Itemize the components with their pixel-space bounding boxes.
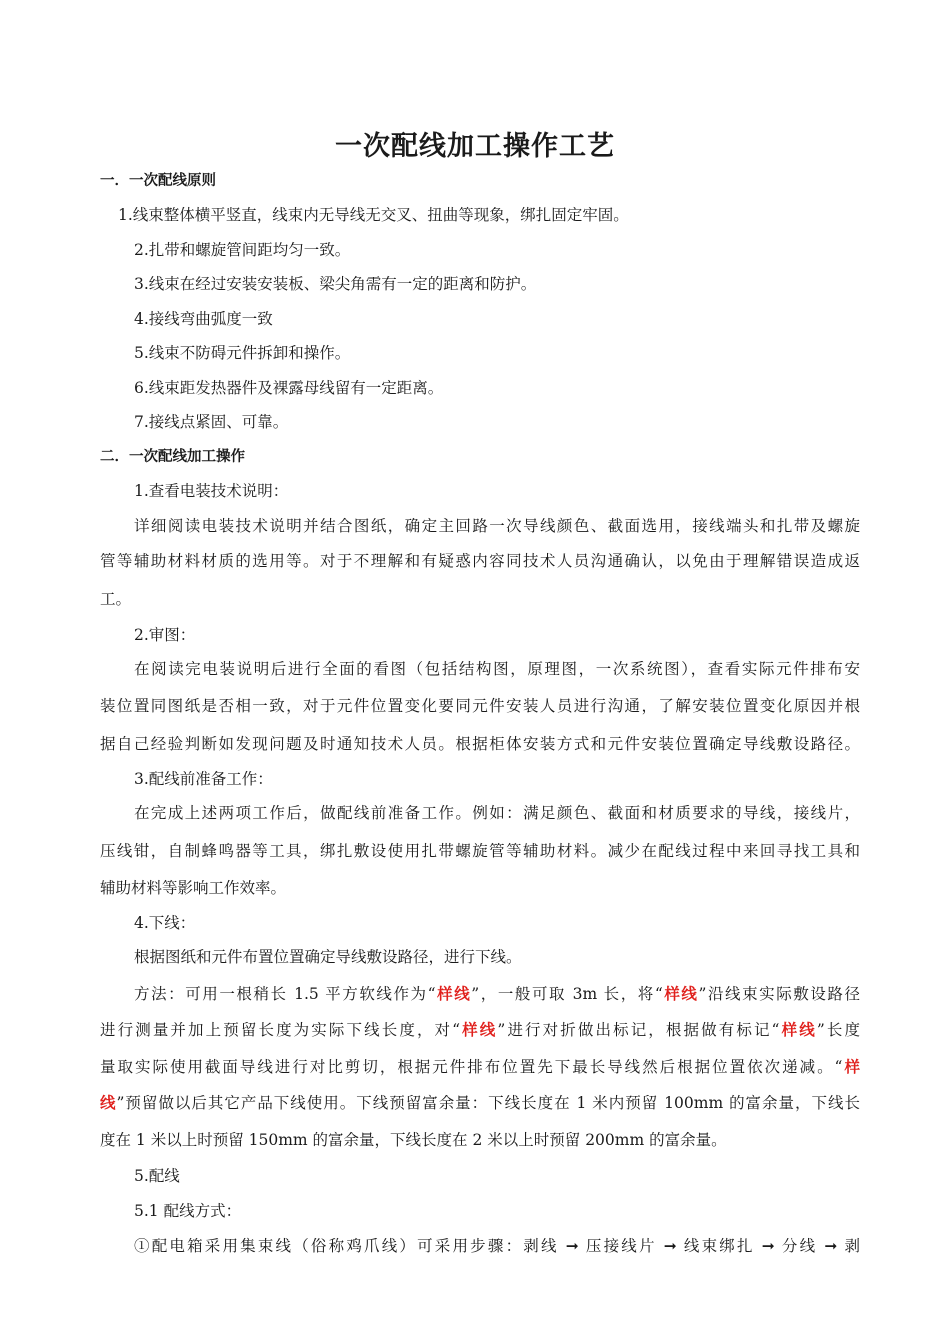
paragraph-line: 在阅读完电装说明后进行全面的看图（包括结构图，原理图，一次系统图），查看实际元件排布安 <box>134 660 860 678</box>
keyword-sample-wire: 样线 <box>779 1021 817 1039</box>
list-item: 5.线束不防碍元件拆卸和操作。 <box>134 344 351 362</box>
keyword-sample-wire: 样线 <box>435 985 472 1003</box>
text-span: 方法：可用一根稍长 1.5 平方软线作为“ <box>134 985 436 1003</box>
paragraph-line: 根据图纸和元件布置位置确定导线敷设路径，进行下线。 <box>134 948 522 966</box>
text-span: ”进行对折做出标记，根据做有标记“ <box>497 1021 780 1039</box>
paragraph-line: 据自己经验判断如发现问题及时通知技术人员。根据柜体安装方式和元件安装位置确定导线敷设路径。 <box>100 735 860 753</box>
section2-heading: 二．一次配线加工操作 <box>100 449 245 465</box>
text-span: 量取实际使用截面导线进行对比剪切，根据元件排布位置先下最长导线然后根据位置依次递减。“ <box>100 1058 843 1076</box>
list-item: 2.扎带和螺旋管间距均匀一致。 <box>134 241 351 259</box>
paragraph-line: 在完成上述两项工作后，做配线前准备工作。例如：满足颜色、截面和材质要求的导线，接线片， <box>134 804 860 822</box>
paragraph-line: 辅助材料等影响工作效率。 <box>100 879 287 897</box>
paragraph-line: 度在 1 米以上时预留 150mm 的富余量，下线长度在 2 米以上时预留 200mm 的富余量。 <box>100 1131 727 1149</box>
paragraph-line: 管等辅助材料材质的选用等。对于不理解和有疑惑内容同技术人员沟通确认，以免由于理解错误造成返 <box>100 552 860 570</box>
subsection-title: 1.查看电装技术说明： <box>134 482 289 500</box>
list-item: 4.接线弯曲弧度一致 <box>134 310 273 328</box>
text-span: 进行测量并加上预留长度为实际下线长度，对“ <box>100 1021 461 1039</box>
keyword-sample-wire: 样线 <box>460 1021 498 1039</box>
paragraph-line: 详细阅读电装技术说明并结合图纸，确定主回路一次导线颜色、截面选用，接线端头和扎带及螺旋 <box>134 517 860 535</box>
method-line-2 <box>100 1019 860 1041</box>
list-item: 3.线束在经过安装安装板、梁尖角需有一定的距离和防护。 <box>134 275 537 293</box>
text-span: ”，一般可取 3m 长，将“ <box>471 985 663 1003</box>
list-item: 6.线束距发热器件及裸露母线留有一定距离。 <box>134 379 444 397</box>
text-span: ”预留做以后其它产品下线使用。下线预留富余量：下线长度在 1 米内预留 100mm 的富余量，下线长 <box>116 1094 860 1112</box>
method-line-3 <box>100 1056 860 1078</box>
section1-heading: 一．一次配线原则 <box>100 173 216 189</box>
paragraph-line: 压线钳，自制蜂鸣器等工具，绑扎敷设使用扎带螺旋管等辅助材料。减少在配线过程中来回寻找工具和 <box>100 842 860 860</box>
method-line-1 <box>134 983 860 1005</box>
page-title: 一次配线加工操作工艺 <box>335 131 615 162</box>
keyword-sample-wire-part: 线 <box>100 1094 117 1112</box>
keyword-sample-wire-part: 样 <box>842 1058 860 1076</box>
subsection-title: 3.配线前准备工作： <box>134 770 273 788</box>
keyword-sample-wire: 样线 <box>662 985 699 1003</box>
subsection-title: 4.下线： <box>134 914 196 932</box>
subsection-title: 2.审图： <box>134 626 196 644</box>
subsection-title: 5.配线 <box>134 1167 180 1185</box>
method-line-4 <box>100 1092 860 1114</box>
paragraph-line: 装位置同图纸是否相一致，对于元件位置变化要同元件安装人员进行沟通，了解安装位置变化原因并根 <box>100 697 860 715</box>
text-span: ”沿线束实际敷设路径 <box>698 985 860 1003</box>
subsection-title: 5.1 配线方式： <box>134 1202 242 1220</box>
paragraph-line: ①配电箱采用集束线（俗称鸡爪线）可采用步骤：剥线 ➞ 压接线片 ➞ 线束绑扎 ➞ 分线 ➞ 剥 <box>134 1237 860 1255</box>
paragraph-line: 工。 <box>100 590 132 608</box>
list-item: 1.线束整体横平竖直，线束内无导线无交叉、扭曲等现象，绑扎固定牢固。 <box>118 206 629 224</box>
text-span: ”长度 <box>816 1021 860 1039</box>
list-item: 7.接线点紧固、可靠。 <box>134 413 289 431</box>
